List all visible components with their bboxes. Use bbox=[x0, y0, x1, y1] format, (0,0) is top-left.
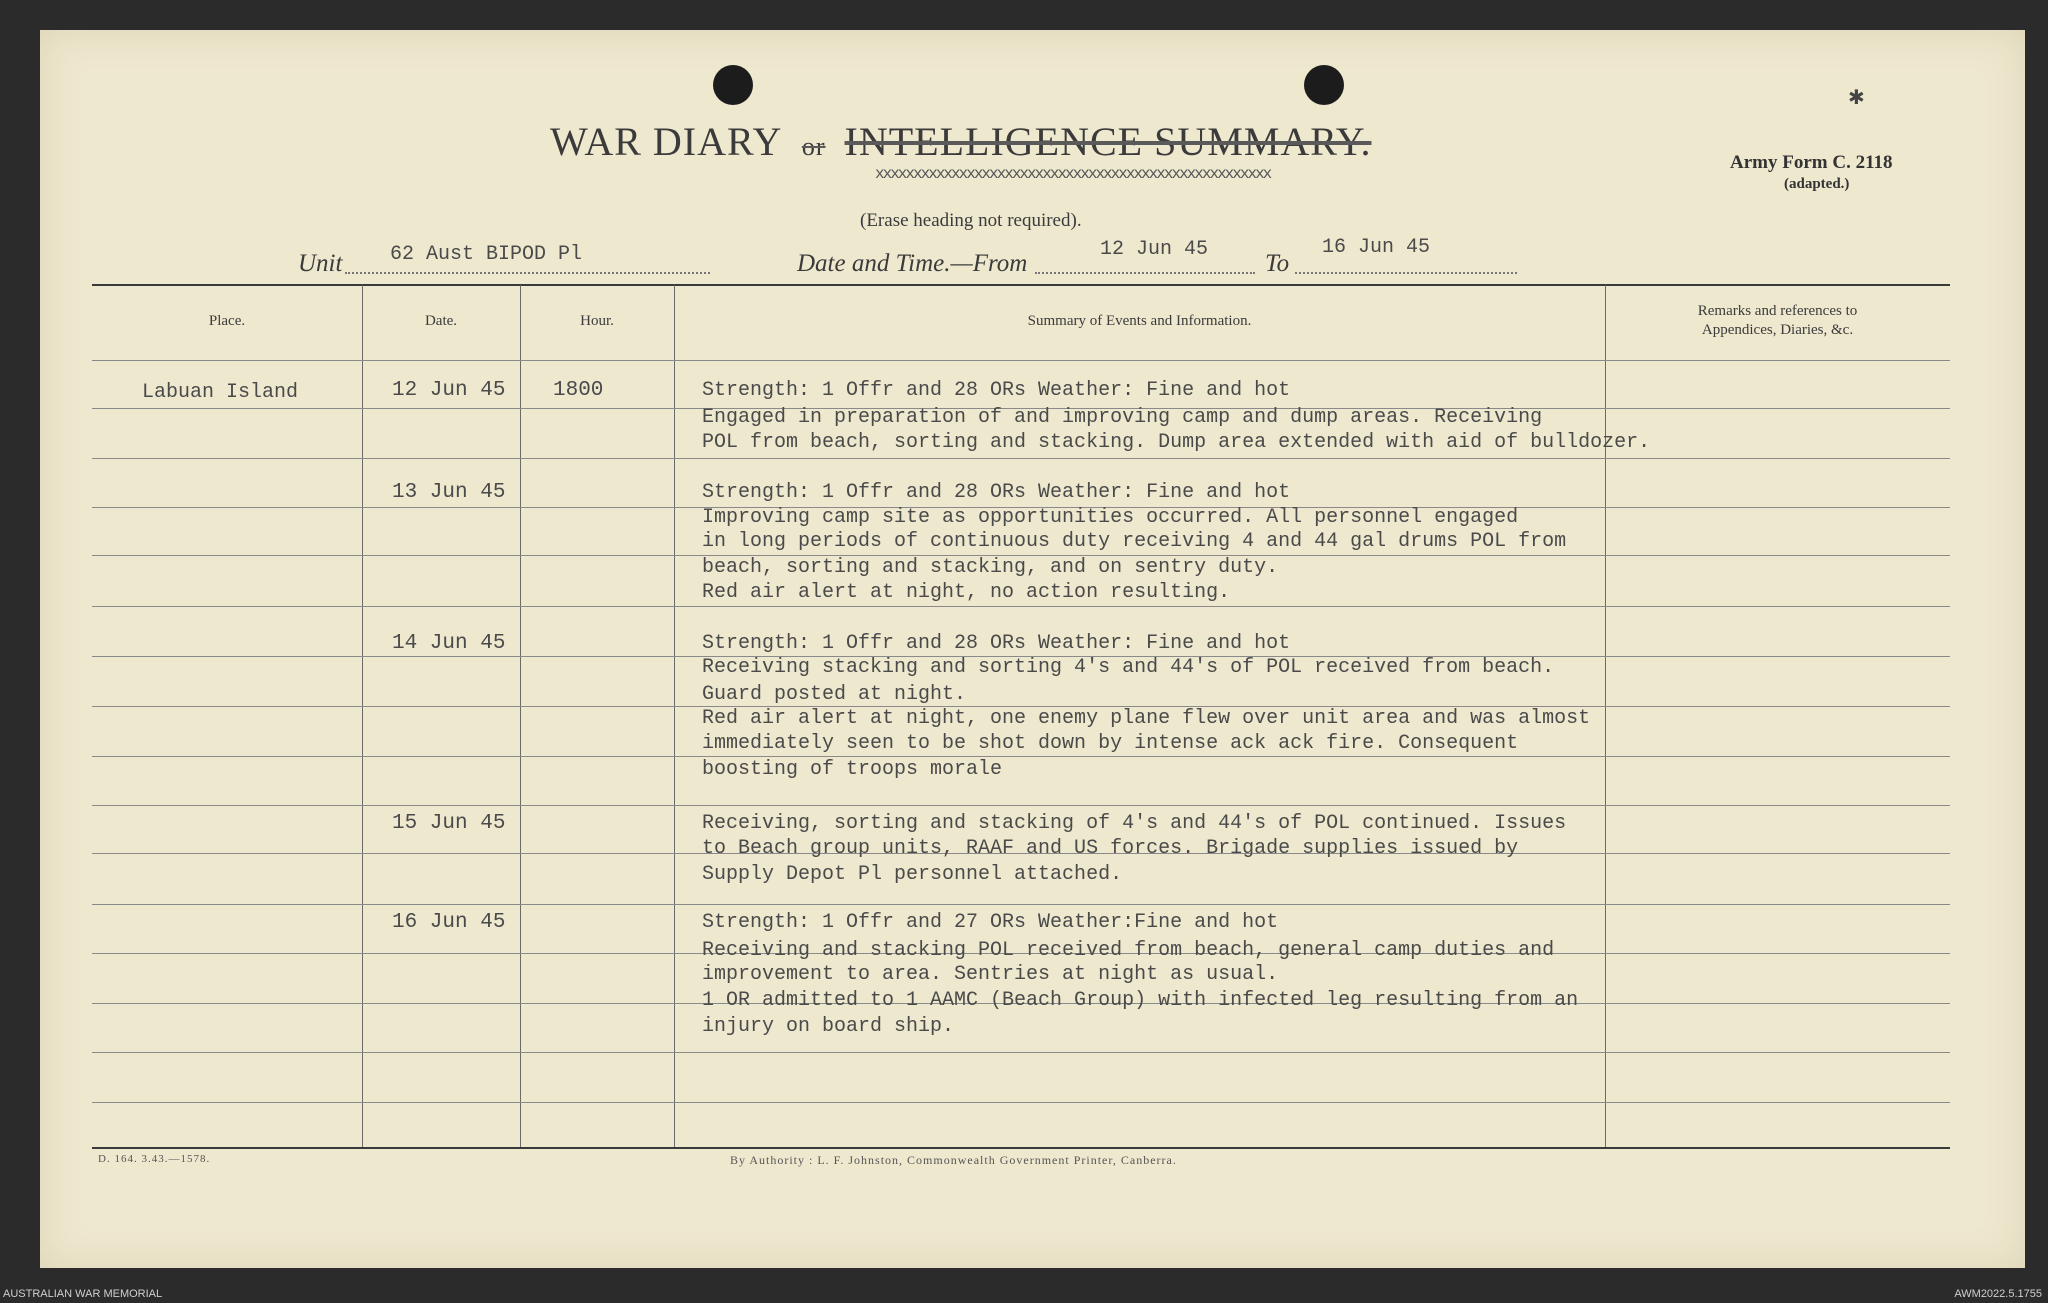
ruled-line bbox=[92, 1052, 1950, 1053]
ruled-line bbox=[92, 1102, 1950, 1103]
column-divider bbox=[1605, 285, 1606, 1147]
entry-line: POL from beach, sorting and stacking. Dump area extended with aid of bulldozer. bbox=[702, 431, 1651, 454]
entry-line: Improving camp site as opportunities occurred. All personnel engaged bbox=[702, 506, 1519, 529]
remarks-header-line-2: Appendices, Diaries, &c. bbox=[1701, 322, 1854, 338]
form-print-code: D. 164. 3.43.—1578. bbox=[98, 1153, 211, 1165]
ruled-line bbox=[92, 606, 1950, 607]
entry-line: Red air alert at night, one enemy plane flew over unit area and was almost bbox=[702, 707, 1591, 730]
entry-line: Guard posted at night. bbox=[702, 683, 967, 706]
corner-ink-mark: ✱ bbox=[1848, 87, 1865, 109]
army-form-number: Army Form C. 2118 bbox=[1730, 152, 1893, 173]
archive-reference: AWM2022.5.1755 bbox=[1954, 1288, 2042, 1300]
entry-date: 15 Jun 45 bbox=[392, 812, 506, 835]
title-war-diary: WAR DIARY bbox=[550, 119, 781, 164]
entry-line: Strength: 1 Offr and 28 ORs Weather: Fine and hot bbox=[702, 481, 1291, 504]
entry-line: in long periods of continuous duty receiving 4 and 44 gal drums POL from bbox=[702, 530, 1567, 553]
unit-value: 62 Aust BIPOD Pl bbox=[390, 243, 583, 266]
entry-line: Engaged in preparation of and improving camp and dump areas. Receiving bbox=[702, 406, 1543, 429]
entry-line: Receiving, sorting and stacking of 4's and 44's of POL continued. Issues bbox=[702, 812, 1567, 835]
entry-line: Strength: 1 Offr and 28 ORs Weather: Fine and hot bbox=[702, 632, 1291, 655]
column-divider bbox=[520, 285, 521, 1147]
ruled-line bbox=[92, 458, 1950, 459]
column-header-date: Date. bbox=[424, 313, 458, 329]
ruled-line bbox=[92, 360, 1950, 361]
entry-line: improvement to area. Sentries at night as usual. bbox=[702, 963, 1279, 986]
punch-hole bbox=[713, 65, 753, 105]
entry-line: immediately seen to be shot down by intense ack ack fire. Consequent bbox=[702, 732, 1519, 755]
entry-line: to Beach group units, RAAF and US forces. Brigade supplies issued by bbox=[702, 837, 1519, 860]
to-dotted-line bbox=[1295, 272, 1517, 274]
unit-dotted-line bbox=[345, 272, 710, 274]
title-or: or bbox=[801, 132, 826, 161]
date-to-value: 16 Jun 45 bbox=[1322, 236, 1431, 259]
column-divider bbox=[362, 285, 363, 1147]
entry-line: injury on board ship. bbox=[702, 1015, 955, 1038]
ruled-line bbox=[92, 904, 1950, 905]
table-top-border bbox=[92, 284, 1950, 286]
entry-line: Strength: 1 Offr and 27 ORs Weather:Fine and hot bbox=[702, 911, 1279, 934]
entry-hour: 1800 bbox=[553, 379, 604, 402]
entry-date: 16 Jun 45 bbox=[392, 911, 506, 934]
date-from-value: 12 Jun 45 bbox=[1100, 238, 1209, 261]
entry-date: 14 Jun 45 bbox=[392, 632, 506, 655]
entry-date: 13 Jun 45 bbox=[392, 481, 506, 504]
typed-x-strikeout: xxxxxxxxxxxxxxxxxxxxxxxxxxxxxxxxxxxxxxxxxxxxxxxxxxxx bbox=[875, 165, 1271, 183]
entry-line: Strength: 1 Offr and 28 ORs Weather: Fine and hot bbox=[702, 379, 1291, 402]
entry-line: Supply Depot Pl personnel attached. bbox=[702, 863, 1123, 886]
date-to-label: To bbox=[1265, 250, 1290, 277]
entry-line: boosting of troops morale bbox=[702, 758, 1003, 781]
punch-hole bbox=[1304, 65, 1344, 105]
column-header-place: Place. bbox=[208, 313, 246, 329]
title-intelligence-summary: INTELLIGENCE SUMMARY. bbox=[844, 119, 1372, 164]
title-subtitle: (Erase heading not required). bbox=[860, 210, 1082, 231]
column-header-hour: Hour. bbox=[580, 313, 614, 329]
entry-line: Red air alert at night, no action resulting. bbox=[702, 581, 1231, 604]
column-divider bbox=[674, 285, 675, 1147]
from-dotted-line bbox=[1035, 272, 1255, 274]
entry-line: beach, sorting and stacking, and on sentry duty. bbox=[702, 556, 1279, 579]
column-header-remarks bbox=[1605, 302, 1950, 340]
ruled-line bbox=[92, 756, 1950, 757]
archive-credit: AUSTRALIAN WAR MEMORIAL bbox=[3, 1288, 163, 1300]
ruled-line bbox=[92, 805, 1950, 806]
printer-authority: By Authority : L. F. Johnston, Commonwealth Government Printer, Canberra. bbox=[730, 1153, 1177, 1167]
army-form-adapted: (adapted.) bbox=[1784, 176, 1850, 192]
column-header-summary: Summary of Events and Information. bbox=[1027, 313, 1252, 329]
entry-line: 1 OR admitted to 1 AAMC (Beach Group) with infected leg resulting from an bbox=[702, 989, 1579, 1012]
entry-place: Labuan Island bbox=[142, 381, 299, 404]
unit-label: Unit bbox=[298, 250, 343, 277]
entry-date: 12 Jun 45 bbox=[392, 379, 506, 402]
entry-line: Receiving stacking and sorting 4's and 44's of POL received from beach. bbox=[702, 656, 1555, 679]
entry-line: Receiving and stacking POL received from beach, general camp duties and bbox=[702, 939, 1555, 962]
date-time-from-label: Date and Time.—From bbox=[797, 250, 1028, 277]
remarks-header-line-1: Remarks and references to bbox=[1697, 303, 1858, 319]
table-bottom-border bbox=[92, 1147, 1950, 1149]
